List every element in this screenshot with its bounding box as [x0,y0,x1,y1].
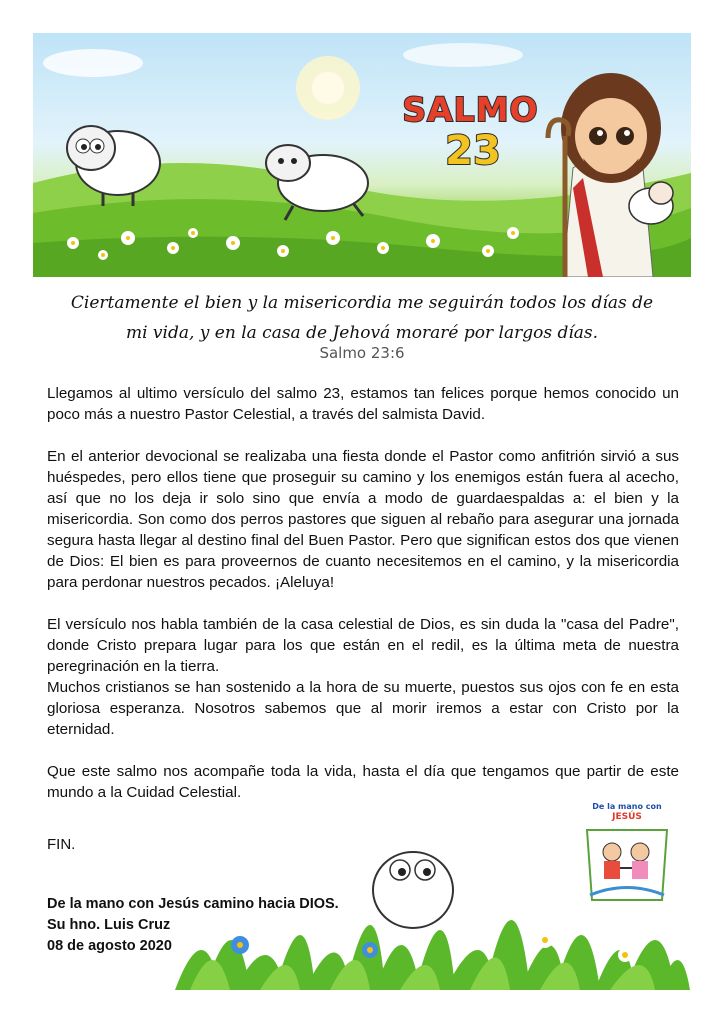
sheep-icon [373,852,453,928]
signature-date: 08 de agosto 2020 [47,938,172,954]
paragraph: Que este salmo nos acompañe toda la vida, hasta el día que tengamos que partir de este mundo a la Cuidad Celestial. [47,763,679,801]
signature-author: Su hno. Luis Cruz [47,917,171,933]
fin-text: FIN. [47,836,76,853]
banner-title: SALMO [402,90,539,129]
signature-line-1: De la mano con Jesús camino hacia DIOS. [47,896,339,912]
banner-scene [33,33,691,277]
signature-block [47,894,339,957]
sun-icon [296,56,360,120]
logo-text: JESÚS [612,812,642,822]
paragraph: Muchos cristianos se han sostenido a la hora de su muerte, puestos sus ojos con fe en esta gloriosa esperanza. Nosotros sabemos que al morir iremos a estar con Cristo por la eternidad. [47,679,679,738]
paragraph: El versículo nos habla también de la casa celestial de Dios, es sin duda la "casa del Padre", donde Cristo prepara lugar para los que están en el redil, es la última meta de nuestra peregrinación en la tierra. [47,616,679,675]
paragraph: En el anterior devocional se realizaba una fiesta donde el Pastor como anfitrión sirvió a sus huéspedes, pero ellos tiene que proseguir su camino y los enemigos están fuera al acecho, así que no los deja ir solo sino que envía a modo de guardaespaldas a: el bien y la misericordia. Son como dos perros pastores que siguen al rebaño para asegurar una jornada segura hasta llegar al destino final del Buen Pastor. Pero que significan estos dos que vienen de Dios: El bien es para proveernos de cuanto necesitemos en el camino, y la misericordia para perdonar nuestros pecados. ¡Aleluya! [47,448,679,591]
devotional-body [47,383,679,803]
verse-line-1: Ciertamente el bien y la misericordia me seguirán todos los días de [70,293,654,313]
banner-psalm-number: 23 [445,128,501,174]
paragraph: Llegamos al ultimo versículo del salmo 23, estamos tan felices porque hemos conocido un poco más a nuestro Pastor Celestial, a través del salmista David. [47,385,679,423]
verse-line-2: mi vida, y en la casa de Jehová moraré por largos días. [125,323,599,343]
header-banner [33,33,691,277]
verse-quote [40,288,684,348]
verse-reference: Salmo 23:6 [319,344,405,362]
logo-text: De la mano con [592,802,662,811]
